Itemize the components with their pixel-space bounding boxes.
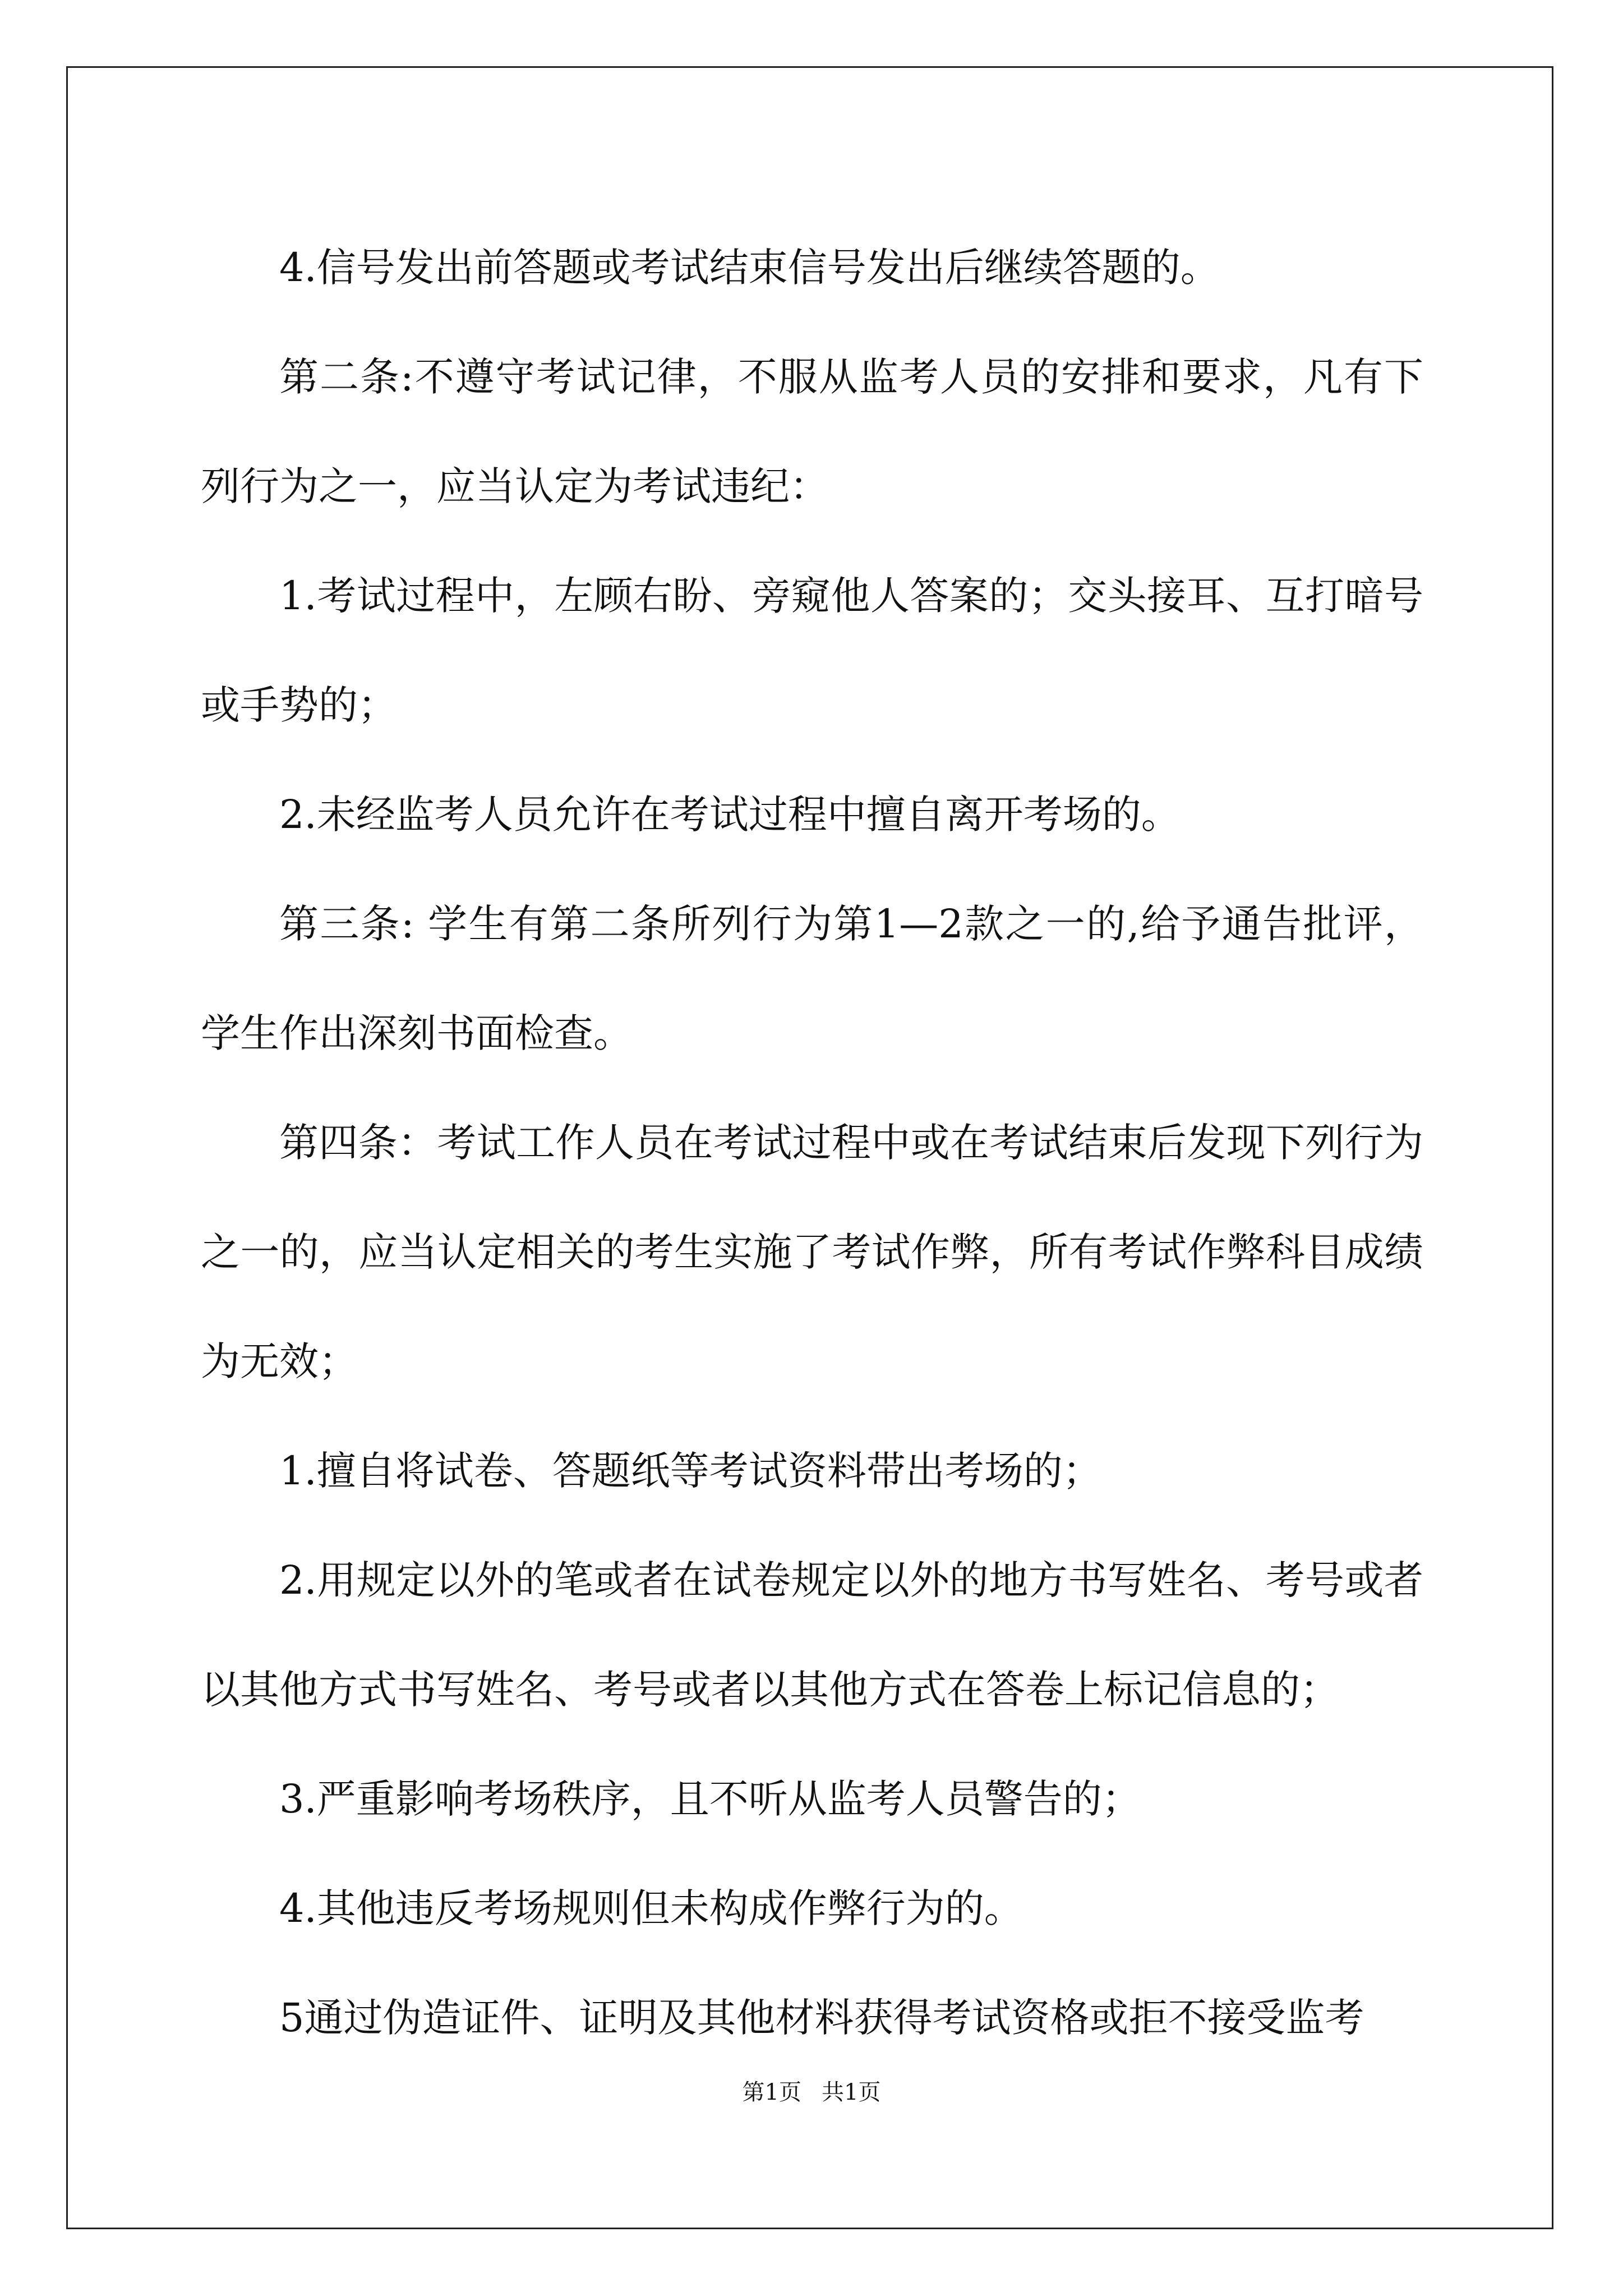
page-number-total: 共1页 [822, 2079, 881, 2105]
paragraph-2: 第二条:不遵守考试记律，不服从监考人员的安排和要求，凡有下列行为之一，应当认定为考试违纪： [201, 354, 1423, 509]
paragraph-10: 4.其他违反考场规则但未构成作弊行为的。 [279, 1885, 1023, 1931]
paragraph-9: 3.严重影响考场秩序，且不听从监考人员警告的； [279, 1776, 1141, 1822]
paragraph-7: 1.擅自将试卷、答题纸等考试资料带出考场的； [279, 1448, 1102, 1494]
page-number-current: 第1页 [742, 2079, 801, 2105]
paragraph-3: 1.考试过程中，左顾右盼、旁窥他人答案的；交头接耳、互打暗号或手势的； [201, 573, 1423, 728]
paragraph-5: 第三条: 学生有第二条所列行为第1—2款之一的,给予通告批评，学生作出深刻书面检查。 [201, 901, 1423, 1056]
paragraph-4: 2.未经监考人员允许在考试过程中擅自离开考场的。 [279, 792, 1181, 838]
paragraph-8: 2.用规定以外的笔或者在试卷规定以外的地方书写姓名、考号或者以其他方式书写姓名、考号或者以其他方式在答卷上标记信息的； [201, 1557, 1423, 1713]
paragraph-6: 第四条：考试工作人员在考试过程中或在考试结束后发现下列行为之一的，应当认定相关的考生实施了考试作弊，所有考试作弊科目成绩为无效； [201, 1120, 1423, 1384]
paragraph-1: 4.信号发出前答题或考试结束信号发出后继续答题的。 [279, 245, 1220, 291]
paragraph-11: 5通过伪造证件、证明及其他材料获得考试资格或拒不接受监考 [279, 1995, 1364, 2041]
page-footer [0, 2076, 1623, 2109]
document-body [201, 213, 1423, 2073]
